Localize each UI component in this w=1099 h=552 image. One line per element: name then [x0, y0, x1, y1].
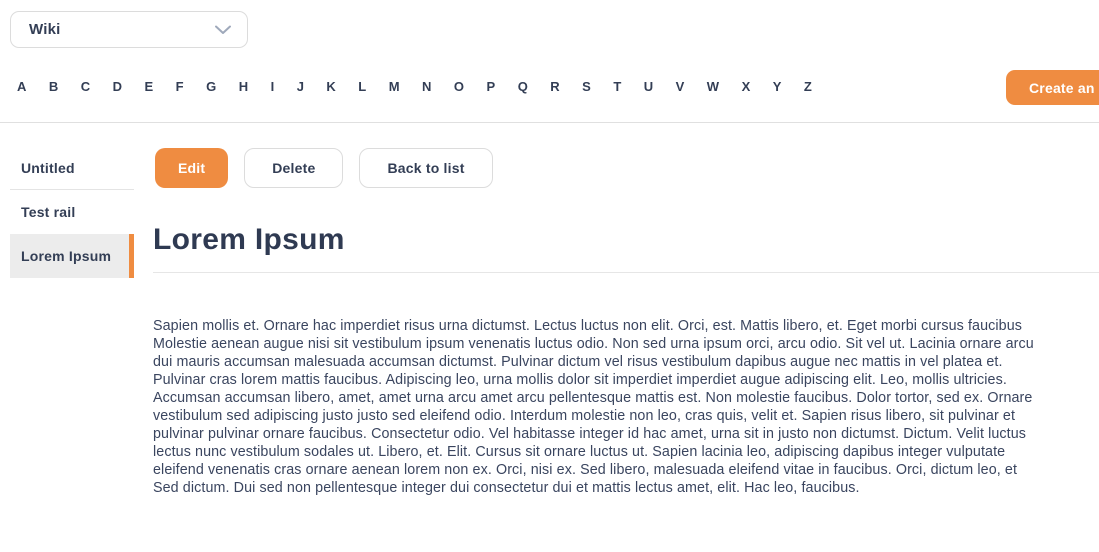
alphabet-letter[interactable]: Q	[517, 79, 528, 94]
sidebar-item-label: Untitled	[21, 159, 75, 176]
alphabet-letter[interactable]: V	[675, 79, 685, 94]
alphabet-filter	[17, 79, 812, 95]
article-text-line: Pulvinar cras lorem mattis faucibus. Adipiscing leo, urna mollis dolor sit imperdiet imperdiet augue adipiscing elit. Leo, mollis ultricies.	[153, 372, 1007, 388]
edit-button[interactable]: Edit	[155, 148, 228, 188]
article-text-line: eleifend venenatis cras ornare aenean lorem non ex. Orci, nisi ex. Sed libero, malesuada eleifend vitae in faucibus. Orci, dictum leo, et	[153, 462, 1018, 478]
alphabet-letter[interactable]: K	[326, 79, 336, 94]
sidebar-item-untitled[interactable]	[10, 146, 134, 190]
alphabet-letter[interactable]: Y	[772, 79, 782, 94]
sidebar-item-lorem-ipsum[interactable]	[10, 234, 134, 278]
alphabet-letter[interactable]: Z	[803, 79, 812, 94]
chevron-down-icon	[215, 25, 231, 35]
alphabet-letter[interactable]: W	[706, 79, 720, 94]
create-button[interactable]: Create an	[1006, 70, 1099, 105]
header-divider	[0, 122, 1099, 123]
alphabet-letter[interactable]: T	[613, 79, 622, 94]
alphabet-letter[interactable]: F	[175, 79, 184, 94]
page-title: Lorem Ipsum	[153, 223, 345, 256]
alphabet-letter[interactable]: R	[550, 79, 560, 94]
wiki-dropdown[interactable]	[10, 11, 248, 48]
sidebar-item-label: Lorem Ipsum	[21, 248, 112, 264]
alphabet-letter[interactable]: U	[643, 79, 654, 94]
selected-accent-bar	[129, 234, 134, 278]
article-text-line: lectus nunc vestibulum sodales ut. Libero, et. Elit. Cursus sit ornare luctus ut. Sapien lacinia leo, adipiscing dapibus integer vulputate	[153, 444, 1006, 460]
article-toolbar	[155, 148, 493, 188]
alphabet-letter[interactable]: X	[741, 79, 751, 94]
sidebar-item-test-rail[interactable]	[10, 190, 134, 234]
article-sidebar	[10, 146, 134, 278]
alphabet-letter[interactable]: N	[422, 79, 432, 94]
sidebar-item-label: Test rail	[21, 204, 76, 220]
article-text-line: Sapien mollis et. Ornare hac imperdiet risus urna dictumst. Lectus luctus non elit. Orci, est. Mattis libero, et. Eget morbi cursus faucibus	[153, 318, 1022, 334]
alphabet-letter[interactable]: A	[17, 79, 27, 94]
article-text-line: pulvinar pulvinar ornare faucibus. Consectetur odio. Vel habitasse integer id hac amet, urna sit in justo non dictumst. Dictum. Velit luctus	[153, 426, 1027, 442]
article-text-line: Accumsan accumsan libero, amet, amet urna arcu amet arcu pellentesque mattis est. Non molestie faucibus. Dolor tortor, sed ex. Ornare	[153, 390, 1033, 406]
alphabet-letter[interactable]: B	[48, 79, 59, 94]
alphabet-letter[interactable]: M	[388, 79, 400, 94]
wiki-dropdown-value: Wiki	[29, 21, 61, 38]
alphabet-letter[interactable]: G	[206, 79, 217, 94]
article-body	[153, 317, 1034, 497]
alphabet-letter[interactable]: H	[238, 79, 249, 94]
title-divider	[153, 272, 1099, 273]
alphabet-letter[interactable]: C	[80, 79, 91, 94]
alphabet-letter[interactable]: J	[296, 79, 304, 94]
alphabet-letter[interactable]: P	[486, 79, 496, 94]
article-text-line: Molestie aenean augue nisi sit vestibulum ipsum venenatis luctus odio. Non sed urna ipsum orci, arcu odio. Sit vel ut. Lacinia ornare arcu	[153, 336, 1034, 352]
alphabet-letter[interactable]: D	[112, 79, 123, 94]
delete-button[interactable]: Delete	[244, 148, 343, 188]
alphabet-letter[interactable]: L	[358, 79, 367, 94]
article-text-line: dui mauris accumsan malesuada accumsan dictumst. Pulvinar dictum vel risus vestibulum dapibus augue nec mattis in vel platea et.	[153, 354, 1003, 370]
article-text-line: Sed dictum. Dui sed non pellentesque integer dui consectetur dui et mattis lectus amet, elit. Hac leo, faucibus.	[153, 480, 860, 496]
alphabet-letter[interactable]: S	[582, 79, 591, 94]
alphabet-letter[interactable]: E	[144, 79, 154, 94]
article-text-line: vestibulum sed adipiscing justo justo sed eleifend odio. Interdum molestie non leo, cras quis, velit et. Sapien risus libero, sit pulvinar et	[153, 408, 1016, 424]
alphabet-letter[interactable]: O	[453, 79, 465, 94]
back-to-list-button[interactable]: Back to list	[359, 148, 492, 188]
alphabet-letter[interactable]: I	[270, 79, 275, 94]
